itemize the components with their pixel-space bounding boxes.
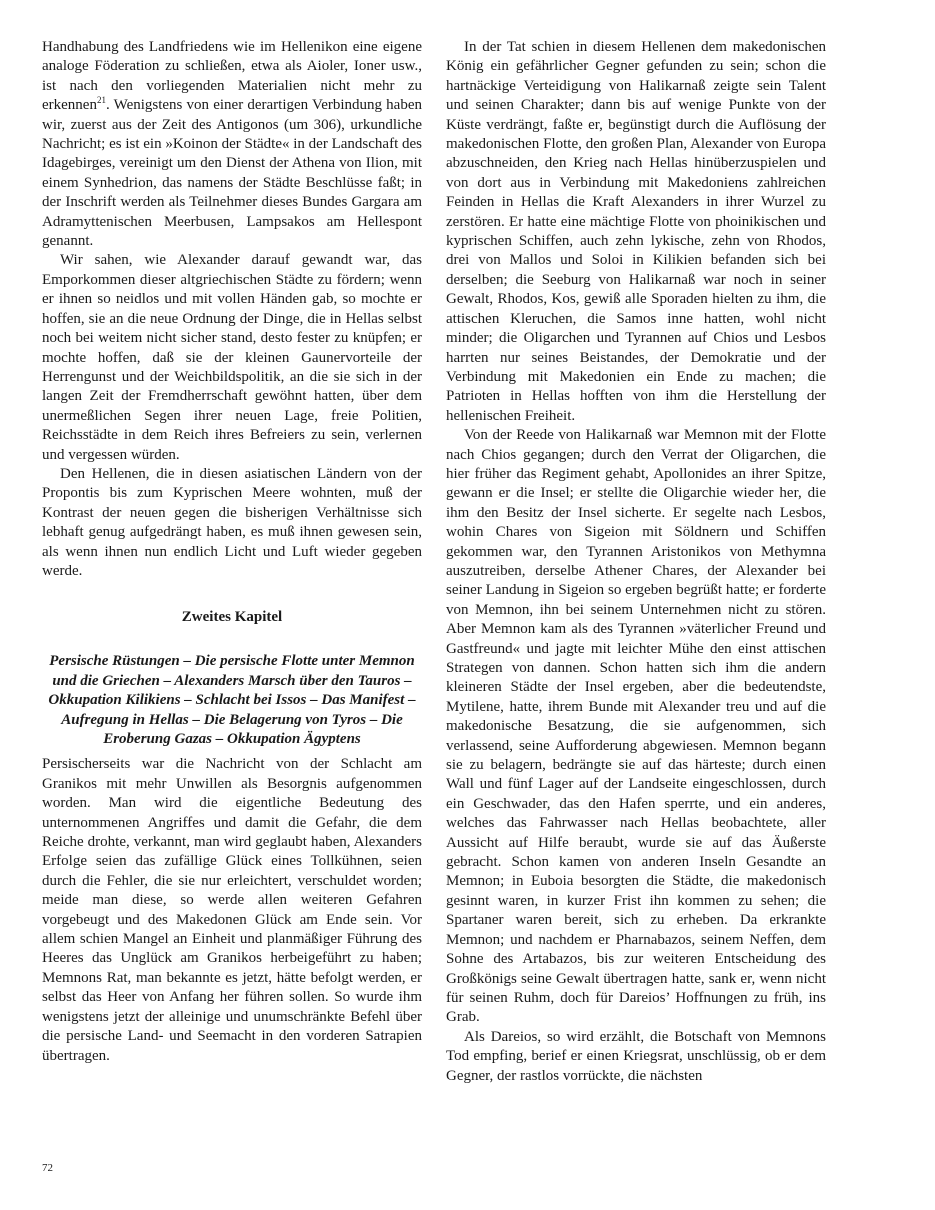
paragraph-text: . Wenigstens von einer derartigen Verbindung haben wir, zuerst aus der Zeit des Antigonos (um 306), urkundliche Nachricht; es ist ein »Koinon der Städte« in der Landschaft des Idagebirges, vereinigt um den Dienst der Athena von Ilion, mit einem Synhedrion, das namens der Städte Beschlüsse faßt; in der Inschrift werden als Teilnehmer dieses Bundes Gargara am Adramyttenischen Meerbusen, Lampsakos am Hellespont genannt. xyxy=(42,97,422,250)
paragraph: Persischerseits war die Nachricht von der Schlacht am Granikos mit mehr Unwillen als Besorgnis aufgenommen worden. Man wird die eigentliche Bedeutung des unternommenen Angriffes und damit die Gefahr, die dem Reiche drohte, verkannt, man wird geglaubt haben, Alexanders Erfolge seien das zufällige Glück eines Tollkühnen, seien durch die Fehler, die sie nur erleichtert, verschuldet worden; meide man diese, so werde allen weiteren Gefahren vorgebeugt und des Makedonen Glück am Ende sein. Vor allem schien Mangel an Einheit und planmäßiger Führung des Heeres das Unglück am Granikos herbeigeführt zu haben; Memnons Rat, man bekannte es jetzt, hätte befolgt werden, er selbst das Heer von Anfang her führen sollen. So wurde ihm wenigstens jetzt der alleinige und unumschränkte Befehl über die persische Land- und Seemacht in den vorderen Satrapien übertragen. xyxy=(42,756,422,1064)
chapter-summary: Persische Rüstungen – Die persische Flotte unter Memnon und die Griechen – Alexanders Marsch über den Tauros – Okkupation Kilikiens – Schlacht bei Issos – Das Manifest – Aufregung in Hellas – Die Belagerung von Tyros – Die Eroberung Gazas – Okkupation Ägyptens xyxy=(48,653,416,747)
chapter-title: Zweites Kapitel xyxy=(181,609,283,626)
left-column xyxy=(42,38,422,1066)
paragraph: Wir sahen, wie Alexander darauf gewandt war, das Emporkommen dieser altgriechischen Städte zu fördern; wenn er ihnen so neidlos und mit vollen Händen gab, so mochte er hoffen, sie an die neue Ordnung der Dinge, die in Hellas selbst noch bei weitem nicht sicher stand, desto fester zu knüpfen; er mochte hoffen, daß sie der kleinen Gaunervorteile der Herrengunst und der Weichbildspolitik, an die sie sich in der langen Zeit der Fremdherrschaft gewöhnt hatten, über dem unermeßlichen Segen ihrer neuen Lage, freie Politien, Reichsstädte in dem Reich ihres Befreiers zu sein, verlernen und vergessen würden. xyxy=(42,252,422,463)
paragraph-text: Handhabung des Landfriedens wie im Hellenikon eine eigene analoge Föderation zu schließen, etwa als Aioler, Ioner usw., ist nach den vorliegenden Materialien nicht mehr zu erkennen xyxy=(42,39,422,114)
right-column xyxy=(446,38,826,1086)
page-number: 72 xyxy=(42,1162,53,1174)
paragraph xyxy=(42,38,422,251)
paragraph: Von der Reede von Halikarnaß war Memnon mit der Flotte nach Chios gegangen; durch den Verrat der Oligarchen, die hier früher das Regiment gehabt, Apollonides an ihrer Spitze, gewann er die Insel; er stellte die Oligarchie wieder her, die ihm den Besitz der Insel sicherte. Er segelte nach Lesbos, wohin Chares von Sigeion mit Söldnern und Schiffen gekommen war, den Tyrannen Aristonikos von Methymna auszutreiben, derselbe Athener Chares, der Alexander bei seiner Landung in Sigeion so ergeben begrüßt hatte; er forderte von Memnon, ihn bei seinem Unternehmen nicht zu stören. Aber Memnon kam als des Tyrannen »väterlicher Freund und Gastfreund« und jagte mit leichter Mühe den einst attischen Strategen von dannen. Schon hatten sich ihm die andern kleineren Städte der Insel ergeben, aber die bedeutendste, Mytilene, hatte, ihrem Bunde mit Alexander treu und auf die makedonische Besatzung, die sie aufgenommen, sich verlassend, seine Aufforderung abgewiesen. Memnon begann sie zu belagern, bedrängte sie auf das härteste; durch einen Wall und fünf Lager auf der Landseite eingeschlossen, durch ein Geschwader, das den Hafen sperrte, und ein anderes, welches das Fahrwasser nach Hellas beobachtete, aller Aussicht auf Hilfe beraubt, wurde sie auf das Äußerste gebracht. Schon kamen von anderen Inseln Gesandte an Memnon; in Euboia besorgten die Städte, die makedonisch gesinnt waren, in kurzer Frist ihn kommen zu sehen; die Spartaner waren bereit, sich zu erheben. Da erkrankte Memnon; und nachdem er Pharnabazos, seinem Neffen, dem Sohne des Artabazos, bis zur weiteren Entscheidung des Großkönigs seine Gewalt übertragen hatte, sank er, wenn nicht für seinen Ruhm, doch für Dareios’ Hoffnungen zu früh, ins Grab. xyxy=(446,427,826,1026)
paragraph: Den Hellenen, die in diesen asiatischen Ländern von der Propontis bis zum Kyprischen Meere wohnten, muß der Kontrast der neuen gegen die bisherigen Verhältnisse sich lebhaft genug aufgedrängt haben, es muß ihnen gewesen sein, als wenn ihnen nun endlich Licht und Luft wieder gegeben werde. xyxy=(42,465,422,579)
footnote-marker[interactable]: 21 xyxy=(96,95,106,106)
paragraph: In der Tat schien in diesem Hellenen dem makedonischen König ein gefährlicher Gegner gefunden zu sein; schon die hartnäckige Verteidigung von Halikarnaß zeigte sein Talent und seinen Charakter; dann bis auf wenige Punkte von der Küste verdrängt, faßte er, begünstigt durch die Auflösung der makedonischen Flotte, den großen Plan, Alexander von Europa abzuschneiden, den Krieg nach Hellas hinüberzuspielen und von dort aus in Verbindung mit Makedoniens zahlreichen Feinden in Hellas die Kraft Alexanders in ihrer Wurzel zu zerstören. Er hatte eine mächtige Flotte von phoinikischen und kyprischen Schiffen, auch zehn lykische, zehn von Rhodos, drei von Mallos und Soloi in Kilikien befanden sich bei derselben; die Seeburg von Halikarnaß war noch in seiner Gewalt, Rhodos, Kos, gewiß alle Sporaden hielten zu ihm, die attischen Kleruchen, die Samos inne hatten, wohl nicht minder; die Oligarchen und Tyrannen auf Chios und Lesbos harrten nur seines Beistandes, der Demokratie und der Verbindung mit Makedonien ein Ende zu machen; die Patrioten in Hellas hofften von ihm die Herstellung der hellenischen Freiheit. xyxy=(446,39,826,424)
paragraph: Als Dareios, so wird erzählt, die Botschaft von Memnons Tod empfing, berief er einen Kriegsrat, unschlüssig, ob er dem Gegner, der rastlos vorrückte, die nächsten xyxy=(446,1028,826,1084)
